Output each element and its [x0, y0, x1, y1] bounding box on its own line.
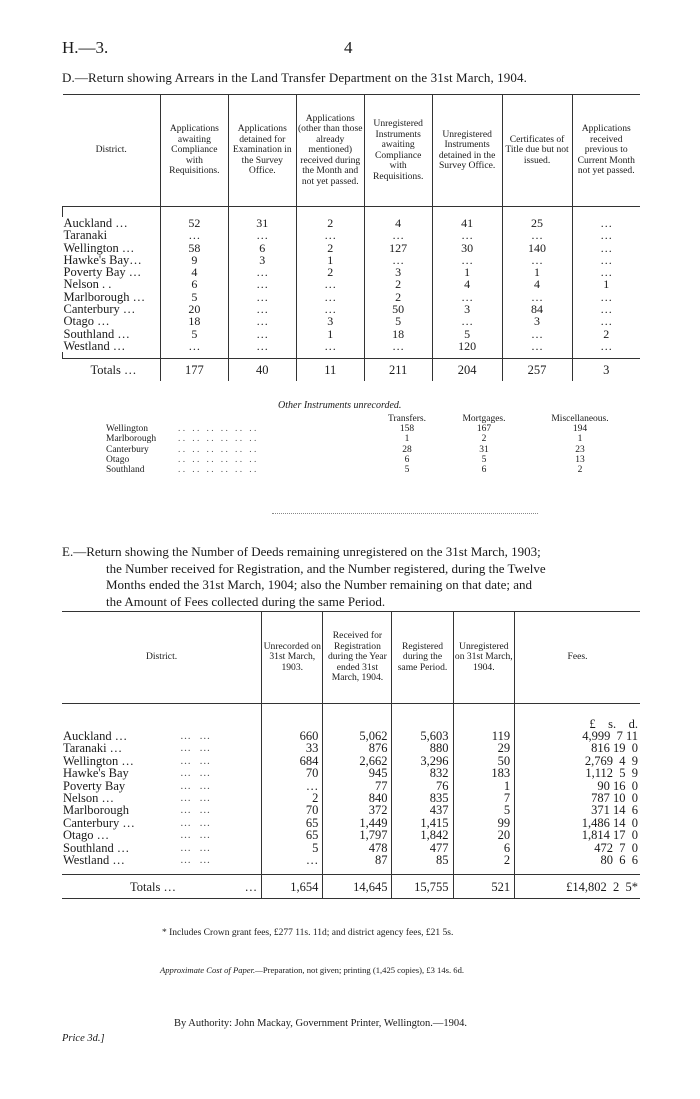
column-header: Transfers. [388, 414, 426, 424]
table-cell: 85 [392, 854, 453, 866]
table-cell: 77 [323, 780, 392, 792]
totals-label: Totals … [90, 363, 137, 378]
table-cell: 30 [432, 242, 502, 254]
table-row [63, 254, 641, 266]
district-name: Auckland … [63, 216, 128, 230]
table-cell: 372 [323, 804, 392, 816]
table-cell: 50 [364, 303, 432, 315]
table-cell: … [432, 229, 502, 241]
table-row [106, 445, 628, 455]
table-cell: 50 [453, 755, 515, 767]
table-cell: … [228, 328, 296, 340]
leader-dots: … … [180, 792, 211, 805]
table-cell: 477 [392, 842, 453, 854]
table-cell: 127 [364, 242, 432, 254]
leader-dots: . . . . . . . . . . . . [178, 424, 257, 434]
total-cell: 177 [160, 359, 228, 382]
table-cell: 2 [577, 465, 583, 476]
district-name: Canterbury … [63, 815, 135, 830]
table-cell: … [228, 291, 296, 303]
table-cell: 684 [262, 755, 323, 767]
leader-dots: … … [180, 804, 211, 817]
table-cell: 5 [453, 804, 515, 816]
fees-cell: 4,999 7 11 [515, 730, 640, 742]
table-row [62, 829, 640, 841]
table-cell: 945 [323, 767, 392, 779]
table-row [106, 465, 628, 475]
table-row [63, 328, 641, 340]
table-row [63, 278, 641, 290]
district-name: Nelson . . [63, 277, 112, 292]
table-row [62, 767, 640, 779]
column-header: Unregistered Instruments awaiting Compliance with Requisitions. [364, 95, 432, 207]
fees-cell: 816 19 0 [515, 742, 640, 754]
table-cell: 140 [502, 242, 572, 254]
district-name: Canterbury … [63, 302, 136, 317]
table-cell: 158 [399, 424, 415, 434]
return-e-title [62, 544, 640, 610]
table-cell: 31 [228, 217, 296, 229]
district-name: Marlborough … [63, 289, 146, 304]
table-cell: 87 [323, 854, 392, 866]
column-header: Applications (other than those already mentioned) received during the Month and not yet passed. [296, 95, 364, 207]
table-cell: 6 [404, 454, 410, 465]
table-cell: … [228, 266, 296, 278]
table-cell: 194 [572, 424, 588, 434]
leader-dots: … … [180, 816, 211, 829]
table-cell: … [160, 229, 228, 241]
column-header-district: District. [95, 144, 127, 156]
leader-dots: . . . . . . . . . . . . [178, 444, 257, 455]
table-cell: 1 [577, 434, 583, 445]
table-cell: … [432, 315, 502, 327]
leader-dots: … … [180, 767, 211, 780]
table-cell: 6 [481, 465, 487, 476]
table-row [63, 217, 641, 229]
price-note: Price 3d.] [62, 1033, 105, 1044]
table-cell: 4 [432, 278, 502, 290]
district-name: Hawke's Bay… [63, 252, 142, 267]
totals-row [62, 875, 640, 899]
table-cell: … [364, 254, 432, 266]
table-row [62, 804, 640, 816]
district-name: Southland … [63, 840, 130, 855]
page-number: 4 [344, 38, 353, 57]
total-cell: 3 [572, 359, 640, 382]
district-name: Southland … [63, 326, 130, 341]
table-cell: 3 [296, 315, 364, 327]
table-cell: … [502, 340, 572, 352]
table-cell: 1 [453, 780, 515, 792]
other-instruments-title: Other Instruments unrecorded. [278, 400, 402, 411]
table-cell: 880 [392, 742, 453, 754]
district-name: Otago [106, 454, 130, 465]
table-cell: 2 [364, 278, 432, 290]
total-cell: 1,654 [262, 875, 323, 899]
table-cell: 9 [160, 254, 228, 266]
table-cell: … [432, 291, 502, 303]
table-cell: … [502, 291, 572, 303]
table-cell: 1,842 [392, 829, 453, 841]
district-name: Canterbury [106, 444, 149, 455]
table-row [106, 434, 628, 444]
table-cell: 2 [296, 266, 364, 278]
document-code: H.—3. [62, 38, 109, 57]
table-cell: 76 [392, 780, 453, 792]
table-cell: 58 [160, 242, 228, 254]
table-cell: … [296, 340, 364, 352]
table-cell: 1,449 [323, 817, 392, 829]
table-cell: 120 [432, 340, 502, 352]
table-cell: 2,662 [323, 755, 392, 767]
total-cell: 521 [453, 875, 515, 899]
table-cell: 20 [453, 829, 515, 841]
column-header-district: District. [145, 651, 178, 663]
table-row [62, 817, 640, 829]
table-cell: 6 [160, 278, 228, 290]
table-cell: 183 [453, 767, 515, 779]
district-name: Marlborough [106, 434, 157, 445]
table-cell: 23 [575, 444, 585, 455]
section-divider [272, 513, 538, 514]
table-cell: 5 [160, 328, 228, 340]
table-cell: 1 [296, 328, 364, 340]
leader-dots: … … [180, 779, 211, 792]
district-name: Auckland … [63, 729, 128, 743]
totals-label: Totals … [130, 879, 176, 894]
district-name: Wellington … [63, 753, 134, 768]
table-cell: … [228, 278, 296, 290]
return-e-title-line: Months ended the 31st March, 1904; also the Number remaining on that date; and [106, 577, 533, 592]
table-cell: 13 [575, 454, 585, 465]
table-cell: 167 [476, 424, 492, 434]
table-cell: 41 [432, 217, 502, 229]
leader-dots: . . . . . . . . . . . . [178, 454, 257, 465]
fees-cell: 371 14 6 [515, 804, 640, 816]
district-name: Wellington [106, 424, 148, 434]
column-header: Miscellaneous. [551, 414, 609, 424]
table-cell: 3 [502, 315, 572, 327]
total-cell: 204 [432, 359, 502, 382]
return-e-title-line: E.—Return showing the Number of Deeds remaining unregistered on the 31st March, 1903; [62, 544, 541, 559]
return-e-title-line: the Number received for Registration, and the Number registered, during the Twelve [106, 560, 546, 576]
district-name: Hawke's Bay [63, 766, 129, 781]
table-row [106, 455, 628, 465]
district-name: Nelson … [63, 791, 115, 806]
table-cell: … [364, 229, 432, 241]
table-cell: 5,603 [392, 730, 453, 742]
table-row [63, 291, 641, 303]
column-header: Mortgages. [462, 414, 506, 424]
table-cell: 2 [364, 291, 432, 303]
column-header: Received for Registration during the Year ended 31st March, 1904. [323, 612, 392, 704]
total-cell: 14,645 [323, 875, 392, 899]
district-name: Otago … [63, 828, 110, 843]
fees-cell: 80 6 6 [515, 854, 640, 866]
table-cell: … [502, 229, 572, 241]
table-row [63, 242, 641, 254]
table-cell: … [296, 229, 364, 241]
leader-dots: … … [180, 829, 211, 842]
paper-cost-text: Preparation, not given; printing (1,425 copies), £3 14s. 6d. [262, 965, 465, 975]
district-name: Taranaki [63, 228, 108, 243]
table-row [62, 792, 640, 804]
table-cell: 2 [572, 328, 640, 340]
table-cell: 65 [262, 817, 323, 829]
table-cell: 3 [432, 303, 502, 315]
table-row [106, 424, 628, 434]
fees-cell: 1,112 5 9 [515, 767, 640, 779]
table-cell: … [572, 291, 640, 303]
table-cell: 660 [262, 730, 323, 742]
table-cell: 5,062 [323, 730, 392, 742]
leader-dots: . . . . . . . . . . . . [178, 434, 257, 445]
table-cell: … [296, 278, 364, 290]
table-cell: 2 [262, 792, 323, 804]
column-header: Registered during the same Period. [392, 612, 453, 704]
table-cell: 99 [453, 817, 515, 829]
table-cell: … [572, 242, 640, 254]
table-row [62, 730, 640, 742]
fees-total: £14,802 2 5* [515, 875, 640, 899]
table-cell: 5 [262, 842, 323, 854]
table-cell: 52 [160, 217, 228, 229]
table-row [62, 755, 640, 767]
table-cell: 31 [479, 444, 489, 455]
column-header: Applications detained for Examination in the Survey Office. [228, 95, 296, 207]
column-header: Applications received previous to Current Month not yet passed. [572, 95, 640, 207]
fees-cell: 1,814 17 0 [515, 829, 640, 841]
table-cell: 25 [502, 217, 572, 229]
table-cell: 119 [453, 730, 515, 742]
district-name: Southland [106, 465, 145, 476]
table-cell: … [572, 315, 640, 327]
table-cell: 3,296 [392, 755, 453, 767]
table-cell: … [572, 229, 640, 241]
leader-dots: . . . . . . . . . . . . [178, 465, 257, 476]
table-cell: 437 [392, 804, 453, 816]
total-cell: 211 [364, 359, 432, 382]
table-cell: … [296, 291, 364, 303]
table-cell: 2 [481, 434, 487, 445]
paper-cost-label: Approximate Cost of Paper.— [160, 965, 263, 975]
table-cell: 2 [296, 217, 364, 229]
column-header: Unrecorded on 31st March, 1903. [262, 612, 323, 704]
district-name: Otago … [63, 314, 110, 329]
district-name: Westland … [63, 853, 125, 868]
district-name: Taranaki … [63, 741, 123, 756]
table-cell: 3 [228, 254, 296, 266]
table-cell: … [432, 254, 502, 266]
column-header: Unregistered Instruments detained in the Survey Office. [432, 95, 502, 207]
total-cell: 15,755 [392, 875, 453, 899]
table-cell: 20 [160, 303, 228, 315]
table-cell: … [502, 254, 572, 266]
table-cell: 5 [364, 315, 432, 327]
table-cell: 6 [228, 242, 296, 254]
printer-authority: By Authority: John Mackay, Government Printer, Wellington.—1904. [174, 1018, 467, 1029]
table-cell: 84 [502, 303, 572, 315]
leader-dots: … [244, 879, 258, 894]
total-cell: 11 [296, 359, 364, 382]
table-cell: 33 [262, 742, 323, 754]
total-cell: 257 [502, 359, 572, 382]
paper-cost-note [160, 965, 464, 975]
table-cell: 1 [572, 278, 640, 290]
table-cell: … [228, 303, 296, 315]
leader-dots: … … [180, 742, 211, 755]
table-row [62, 742, 640, 754]
leader-dots: … … [180, 754, 211, 767]
table-cell: 70 [262, 767, 323, 779]
district-name: Marlborough [63, 803, 129, 818]
table-row [63, 229, 641, 241]
table-row [63, 303, 641, 315]
fee-units: £ s. d. [515, 704, 640, 731]
table-row [63, 266, 641, 278]
table-cell: 1,797 [323, 829, 392, 841]
table-cell: … [228, 340, 296, 352]
table-cell: 2 [296, 242, 364, 254]
leader-dots: … … [180, 730, 211, 742]
table-cell: … [572, 254, 640, 266]
table-cell: 1 [432, 266, 502, 278]
table-cell: … [364, 340, 432, 352]
table-cell: 835 [392, 792, 453, 804]
table-cell: 4 [502, 278, 572, 290]
other-instruments-table [106, 414, 628, 475]
fees-cell: 90 16 0 [515, 780, 640, 792]
table-cell: 1 [296, 254, 364, 266]
table-cell: … [228, 229, 296, 241]
table-cell: 65 [262, 829, 323, 841]
column-header: Fees. [515, 612, 640, 704]
table-cell: 5 [404, 465, 410, 476]
district-name: Poverty Bay [63, 778, 126, 793]
table-cell: 18 [160, 315, 228, 327]
table-cell: 5 [481, 454, 487, 465]
table-row [63, 340, 641, 352]
table-cell: 5 [160, 291, 228, 303]
table-cell: … [502, 328, 572, 340]
district-name: Wellington … [63, 240, 135, 255]
table-cell: … [572, 217, 640, 229]
fees-cell: 2,769 4 9 [515, 755, 640, 767]
table-cell: 840 [323, 792, 392, 804]
table-cell: 5 [432, 328, 502, 340]
column-header: Applications awaiting Compliance with Requisitions. [160, 95, 228, 207]
table-cell: 18 [364, 328, 432, 340]
table-cell: … [296, 303, 364, 315]
table-row [62, 854, 640, 866]
table-cell: … [572, 266, 640, 278]
table-cell: 3 [364, 266, 432, 278]
fees-cell: 472 7 0 [515, 842, 640, 854]
district-name: Poverty Bay … [63, 265, 142, 280]
table-cell: 876 [323, 742, 392, 754]
table-row [62, 780, 640, 792]
table-cell: … [228, 315, 296, 327]
return-d-table [62, 94, 640, 381]
table-cell: 1,415 [392, 817, 453, 829]
table-cell: 478 [323, 842, 392, 854]
crown-fees-footnote: * Includes Crown grant fees, £277 11s. 11d; and district agency fees, £21 5s. [162, 928, 454, 938]
fees-cell: 787 10 0 [515, 792, 640, 804]
table-cell: 6 [453, 842, 515, 854]
total-cell: 40 [228, 359, 296, 382]
table-cell: 4 [160, 266, 228, 278]
fees-cell: 1,486 14 0 [515, 817, 640, 829]
table-cell: … [262, 854, 323, 866]
return-e-title-line: the Amount of Fees collected during the same Period. [106, 593, 386, 609]
table-cell: 28 [402, 444, 412, 455]
table-row [63, 315, 641, 327]
table-cell: 70 [262, 804, 323, 816]
totals-row [63, 359, 641, 382]
return-d-title: D.—Return showing Arrears in the Land Transfer Department on the 31st March, 1904. [62, 70, 527, 85]
leader-dots: … … [180, 854, 211, 867]
return-e-table [62, 611, 640, 899]
table-cell: 832 [392, 767, 453, 779]
leader-dots: … … [180, 841, 211, 854]
table-cell: … [572, 303, 640, 315]
table-cell: 29 [453, 742, 515, 754]
column-header: Unregistered on 31st March, 1904. [453, 612, 515, 704]
table-cell: … [160, 340, 228, 352]
table-cell: 4 [364, 217, 432, 229]
district-name: Westland … [63, 338, 126, 353]
table-row [62, 842, 640, 854]
table-cell: … [572, 340, 640, 352]
table-cell: 1 [502, 266, 572, 278]
table-cell: 1 [404, 434, 410, 445]
table-cell: 7 [453, 792, 515, 804]
table-cell: 2 [453, 854, 515, 866]
table-cell: … [262, 780, 323, 792]
column-header: Certificates of Title due but not issued. [502, 95, 572, 207]
